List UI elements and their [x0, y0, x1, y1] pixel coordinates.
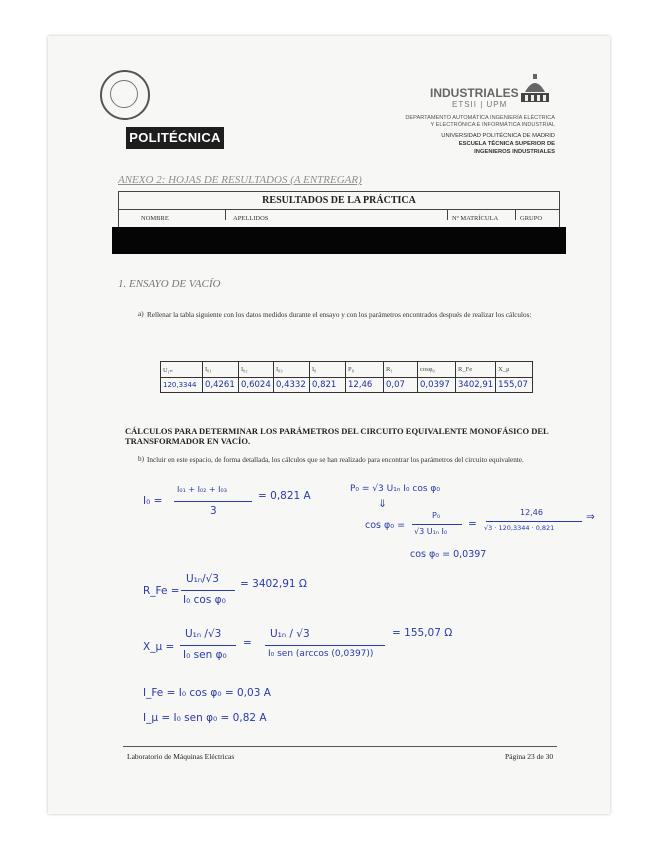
calculations-heading: CÁLCULOS PARA DETERMINAR LOS PARÁMETROS DEL CIRCUITO EQUIVALENTE MONOFÁSICO DEL TRANSFORMADOR EN VACÍO. — [125, 426, 549, 446]
rfe-lhs: R_Fe = — [143, 585, 180, 597]
header-cell: R_Fe — [456, 362, 496, 378]
header-cell: X_μ — [496, 362, 533, 378]
i0-lhs: I₀ = — [143, 495, 163, 507]
xmu-numerator: U₁ₙ /√3 — [185, 628, 222, 640]
upm-seal-logo — [100, 70, 150, 120]
university-text: UNIVERSIDAD POLITÉCNICA DE MADRID ESCUELA TÉCNICA SUPERIOR DE INGENIEROS INDUSTRIALES — [441, 133, 555, 155]
footer-lab-name: Laboratorio de Máquinas Eléctricas — [127, 752, 235, 761]
i0-result: = 0,821 A — [258, 490, 311, 502]
cos-result: cos φ₀ = 0,0397 — [410, 549, 487, 560]
footer-page-number: Página 23 de 30 — [505, 752, 554, 761]
xmu-equals: = — [243, 637, 252, 649]
value-cell: 12,46 — [346, 378, 384, 393]
header-cell: P₀ — [346, 362, 384, 378]
p0-equation: P₀ = √3 U₁ₙ I₀ cos φ₀ — [350, 484, 440, 494]
annex-title: ANEXO 2: HOJAS DE RESULTADOS (A ENTREGAR) — [118, 174, 362, 186]
header-cell: cosφ₀ — [418, 362, 456, 378]
rfe-result: = 3402,91 Ω — [240, 578, 307, 590]
rfe-numerator: U₁ₙ/√3 — [186, 573, 219, 585]
imu-equation: I_μ = I₀ sen φ₀ = 0,82 A — [143, 712, 267, 724]
xmu-result: = 155,07 Ω — [392, 627, 453, 639]
value-cell: 3402,91 — [456, 378, 496, 393]
cos-continue-arrow: ⇒ — [586, 511, 595, 523]
xmu-denominator: I₀ sen φ₀ — [183, 649, 227, 661]
item-a-marker: a) — [138, 310, 144, 318]
apellidos-label: APELLIDOS — [233, 215, 269, 222]
item-b-text: Incluir en este espacio, de forma detallada, los cálculos que se han realizado para encontrar los parámetros del circuito equivalente. — [147, 456, 524, 464]
value-cell: 0,07 — [384, 378, 418, 393]
value-cell: 0,821 — [310, 378, 346, 393]
footer-divider — [123, 746, 557, 747]
header-cell: R₁ — [384, 362, 418, 378]
cos-denominator: √3 U₁ₙ I₀ — [414, 527, 448, 536]
header-cell: I₀₃ — [274, 362, 310, 378]
nombre-label: NOMBRE — [141, 215, 169, 222]
measurements-table — [160, 361, 533, 393]
i0-numerator: I₀₁ + I₀₂ + I₀₃ — [177, 485, 227, 494]
item-a-text: Rellenar la tabla siguiente con los datos medidos durante el ensayo y con los parámetros encontrados después de realizar los cálculos: — [147, 311, 532, 319]
department-text: DEPARTAMENTO AUTOMÁTICA INGENIERÍA ELÉCTRICA Y ELECTRÓNICA E INFORMÁTICA INDUSTRIAL — [405, 115, 555, 128]
industriales-title: INDUSTRIALES — [430, 86, 519, 100]
cos-numerator: P₀ — [432, 511, 441, 520]
table-header-row — [161, 362, 533, 378]
section-title: 1. ENSAYO DE VACÍO — [118, 278, 221, 290]
value-cell: 0,4332 — [274, 378, 310, 393]
item-b-marker: b) — [138, 455, 144, 463]
value-cell: 155,07 — [496, 378, 533, 393]
value-cell: 0,4261 — [203, 378, 239, 393]
value-cell: 0,6024 — [239, 378, 274, 393]
table-row — [161, 378, 533, 393]
xmu-lhs: X_μ = — [143, 641, 175, 653]
cos-numerator-value: 12,46 — [520, 508, 543, 517]
matricula-label: Nº MATRÍCULA — [452, 215, 499, 222]
etsii-label: ETSII | UPM — [452, 100, 508, 109]
i0-denominator: 3 — [210, 505, 217, 517]
dome-logo-icon — [517, 72, 553, 106]
xmu-numerator-full: U₁ₙ / √3 — [270, 628, 310, 640]
politecnica-logo: POLITÉCNICA — [126, 127, 224, 149]
value-cell: 120,3344 — [161, 378, 203, 393]
header-cell: I₀ — [310, 362, 346, 378]
grupo-label: GRUPO — [520, 215, 543, 222]
cos-equals: = — [468, 518, 477, 530]
header-cell: U₁ₙ — [161, 362, 203, 378]
implies-arrow: ⇓ — [378, 498, 387, 510]
results-table-title: RESULTADOS DE LA PRÁCTICA — [119, 192, 559, 210]
redaction-bar — [112, 227, 566, 254]
header-cell: I₀₂ — [239, 362, 274, 378]
header-cell: I₀₁ — [203, 362, 239, 378]
xmu-denominator-full: I₀ sen (arccos (0,0397)) — [268, 649, 374, 659]
rfe-denominator: I₀ cos φ₀ — [183, 594, 226, 606]
ife-equation: I_Fe = I₀ cos φ₀ = 0,03 A — [143, 687, 271, 699]
cos-denominator-value: √3 · 120,3344 · 0,821 — [484, 524, 555, 532]
value-cell: 0,0397 — [418, 378, 456, 393]
cos-lhs: cos φ₀ = — [365, 520, 406, 531]
